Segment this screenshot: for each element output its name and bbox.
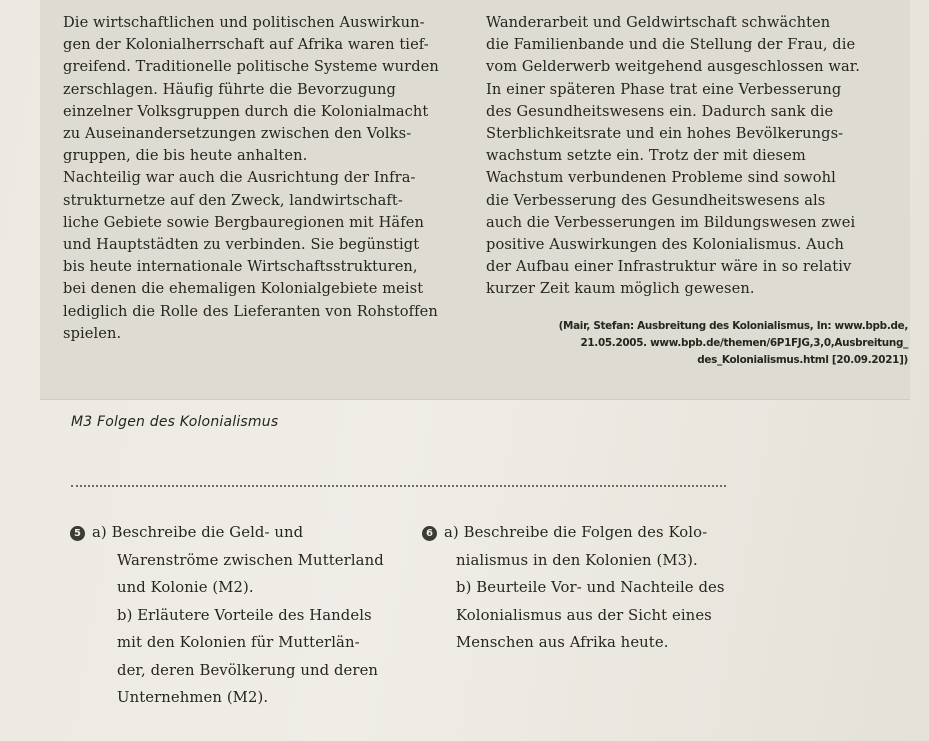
text-line: liche Gebiete sowie Bergbauregionen mit Häfen bbox=[63, 213, 424, 231]
task-line: nialismus in den Kolonien (M3). bbox=[456, 551, 698, 569]
text-line: lediglich die Rolle des Lieferanten von Rohstoffen bbox=[63, 302, 438, 320]
citation-line: 21.05.2005. www.bpb.de/themen/6P1FJG,3,0,Ausbreitung_ bbox=[580, 337, 908, 349]
text-line: einzelner Volksgruppen durch die Kolonialmacht bbox=[63, 102, 429, 120]
text-line: strukturnetze auf den Zweck, landwirtschaft- bbox=[63, 191, 403, 209]
task-line: b) Erläutere Vorteile des Handels bbox=[117, 606, 372, 624]
text-line: kurzer Zeit kaum möglich gewesen. bbox=[486, 280, 755, 298]
task-line: b) Beurteile Vor- und Nachteile des bbox=[456, 579, 725, 596]
citation-line: des_Kolonialismus.html [20.09.2021]) bbox=[697, 354, 908, 366]
task-line bbox=[70, 519, 430, 547]
text-line: und Hauptstädten zu verbinden. Sie begünstigt bbox=[63, 236, 420, 254]
text-line: Nachteilig war auch die Ausrichtung der Infra- bbox=[63, 169, 416, 187]
task-number-badge: 6 bbox=[422, 526, 437, 541]
task-line bbox=[422, 519, 822, 547]
task-text: a) Beschreibe die Folgen des Kolo- bbox=[444, 524, 708, 541]
text-line: gen der Kolonialherrschaft auf Afrika waren tief- bbox=[63, 36, 429, 54]
text-line: Wachstum verbundenen Probleme sind sowohl bbox=[486, 169, 836, 187]
text-line: wachstum setzte ein. Trotz der mit diesem bbox=[486, 147, 806, 165]
text-line: positive Auswirkungen des Kolonialismus. Auch bbox=[486, 236, 845, 254]
text-line: Sterblichkeitsrate und ein hohes Bevölkerungs- bbox=[486, 125, 844, 143]
task-line: mit den Kolonien für Mutterlän- bbox=[117, 634, 360, 651]
dotted-divider bbox=[71, 485, 726, 487]
source-right-column bbox=[486, 12, 906, 301]
source-citation bbox=[558, 318, 908, 369]
text-line: greifend. Traditionelle politische Systeme wurden bbox=[63, 58, 439, 76]
text-line: des Gesundheitswesens ein. Dadurch sank die bbox=[486, 102, 834, 120]
task-line: Unternehmen (M2). bbox=[117, 689, 269, 706]
task-5 bbox=[70, 519, 430, 712]
text-line: der Aufbau einer Infrastruktur wäre in so relativ bbox=[486, 258, 852, 276]
task-line: Menschen aus Afrika heute. bbox=[456, 634, 669, 651]
task-line: Warenströme zwischen Mutterland bbox=[117, 551, 384, 569]
source-left-column bbox=[63, 12, 483, 345]
text-line: Die wirtschaftlichen und politischen Auswirkun- bbox=[63, 14, 425, 31]
text-line: zerschlagen. Häufig führte die Bevorzugung bbox=[63, 80, 397, 98]
task-number-badge: 5 bbox=[70, 526, 85, 541]
task-line: und Kolonie (M2). bbox=[117, 579, 254, 596]
task-text: a) Beschreibe die Geld- und bbox=[92, 524, 304, 541]
text-line: die Familienbande und die Stellung der Frau, die bbox=[486, 36, 856, 54]
text-line: bis heute internationale Wirtschaftsstrukturen, bbox=[63, 258, 418, 276]
task-line: der, deren Bevölkerung und deren bbox=[117, 661, 379, 679]
text-line: bei denen die ehemaligen Kolonialgebiete meist bbox=[63, 280, 424, 298]
text-line: gruppen, die bis heute anhalten. bbox=[63, 147, 308, 165]
citation-line: (Mair, Stefan: Ausbreitung des Kolonialismus, In: www.bpb.de, bbox=[558, 320, 908, 332]
material-caption: M3 Folgen des Kolonialismus bbox=[71, 414, 279, 430]
text-line: vom Gelderwerb weitgehend ausgeschlossen war. bbox=[486, 58, 861, 76]
text-line: zu Auseinandersetzungen zwischen den Volks- bbox=[63, 125, 412, 143]
text-line: Wanderarbeit und Geldwirtschaft schwächten bbox=[486, 14, 831, 31]
task-6 bbox=[422, 519, 822, 657]
text-line: auch die Verbesserungen im Bildungswesen zwei bbox=[486, 213, 856, 231]
text-line: spielen. bbox=[63, 324, 122, 342]
task-line: Kolonialismus aus der Sicht eines bbox=[456, 606, 712, 624]
text-line: In einer späteren Phase trat eine Verbesserung bbox=[486, 80, 842, 98]
text-line: die Verbesserung des Gesundheitswesens als bbox=[486, 191, 826, 209]
